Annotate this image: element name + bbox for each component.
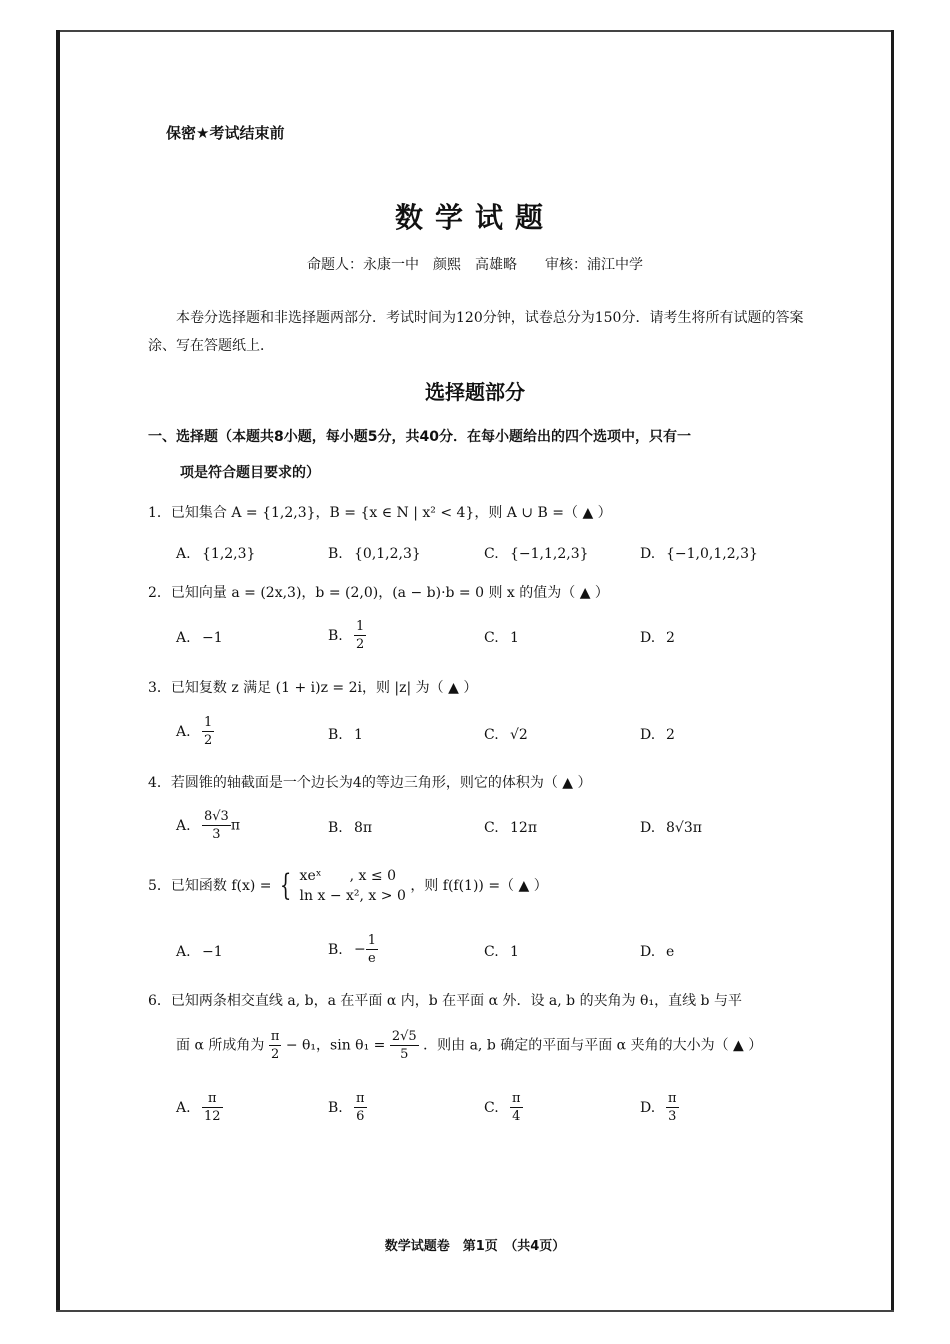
- denominator: 12: [204, 1109, 221, 1124]
- denominator: 3: [212, 827, 221, 842]
- option-label: B.: [328, 627, 343, 644]
- option-label: C.: [484, 820, 499, 836]
- fraction: [510, 1092, 523, 1123]
- option-label: C.: [484, 1099, 499, 1116]
- fraction: [202, 1092, 223, 1123]
- stem-part: ．则由 a, b 确定的平面与平面 α 夹角的大小为（ ▲ ）: [423, 1037, 763, 1054]
- option-text: 2: [666, 630, 675, 646]
- question-3-option-c: [484, 727, 528, 743]
- denominator: e: [368, 951, 376, 966]
- numerator: π: [668, 1091, 677, 1106]
- question-group-heading: 一、选择题（本题共8小题，每小题5分，共40分．在每小题给出的四个选项中，只有一: [148, 429, 691, 445]
- question-4-option-d: [640, 820, 702, 836]
- option-label: A.: [176, 630, 191, 646]
- stem-prefix: 5．已知函数 f(x) =: [148, 878, 272, 894]
- option-text: √2: [510, 727, 528, 743]
- option-label: C.: [484, 944, 499, 960]
- question-1-stem: 1．已知集合 A = {1,2,3}，B = {x ∈ N | x² < 4}，则 A ∪ B =（ ▲ ）: [148, 505, 612, 521]
- question-2-option-d: [640, 630, 675, 646]
- numerator: π: [270, 1029, 280, 1044]
- question-6-stem: 6．已知两条相交直线 a, b，a 在平面 α 内，b 在平面 α 外．设 a, b 的夹角为 θ₁，直线 b 与平: [148, 993, 742, 1009]
- option-text: e: [666, 944, 675, 960]
- question-1-option-a: [176, 546, 255, 562]
- question-2-option-a: [176, 630, 223, 646]
- option-label: B.: [328, 546, 343, 562]
- fraction: [666, 1092, 679, 1123]
- question-2-option-b: [328, 620, 366, 651]
- question-group-heading-cont: 项是符合题目要求的）: [180, 465, 320, 481]
- option-text: 12π: [510, 820, 538, 836]
- option-prefix: −: [354, 941, 366, 958]
- option-label: C.: [484, 727, 499, 743]
- numerator: 2√5: [391, 1029, 417, 1044]
- option-label: D.: [640, 820, 656, 836]
- option-label: A.: [176, 1099, 191, 1116]
- option-text: 2: [666, 727, 675, 743]
- fraction: [269, 1030, 282, 1061]
- piece-2: ln x − x², x > 0: [299, 888, 406, 904]
- page-footer: 数学试题卷 第1页 （共4页）: [384, 1239, 566, 1254]
- question-2-stem: 2．已知向量 a = (2x,3)，b = (2,0)，(a − b)·b = 0 则 x 的值为（ ▲ ）: [148, 585, 609, 601]
- question-3-stem: 3．已知复数 z 满足 (1 + i)z = 2i，则 |z| 为（ ▲ ）: [148, 680, 478, 696]
- question-6-option-d: [640, 1092, 679, 1123]
- fraction: [366, 934, 378, 965]
- option-text: {−1,0,1,2,3}: [666, 546, 758, 562]
- question-3-option-a: [176, 716, 214, 747]
- question-2-option-c: [484, 630, 519, 646]
- denominator: 2: [270, 1047, 280, 1062]
- question-4-option-a: [176, 810, 240, 841]
- question-4-option-b: [328, 820, 372, 836]
- question-1-option-c: [484, 546, 589, 562]
- option-text: −1: [202, 944, 223, 960]
- option-label: D.: [640, 546, 656, 562]
- page-border-bottom: [56, 1310, 894, 1312]
- piecewise-definition: [300, 866, 406, 906]
- option-text: 1: [354, 727, 363, 743]
- fraction: [354, 1092, 367, 1123]
- option-text: {1,2,3}: [202, 546, 256, 562]
- left-brace: {: [279, 868, 292, 903]
- question-1-option-b: [328, 546, 421, 562]
- denominator: 3: [668, 1109, 677, 1124]
- question-6-option-b: [328, 1092, 367, 1123]
- option-label: D.: [640, 1099, 656, 1116]
- numerator: 1: [356, 619, 365, 634]
- section-title: 选择题部分: [425, 380, 525, 404]
- question-1-option-d: [640, 546, 758, 562]
- option-label: A.: [176, 944, 191, 960]
- denominator: 2: [204, 733, 213, 748]
- fraction: [390, 1030, 419, 1061]
- question-4-stem: 4．若圆锥的轴截面是一个边长为4的等边三角形，则它的体积为（ ▲ ）: [148, 775, 592, 791]
- option-text: 8√3π: [666, 820, 702, 836]
- option-text: 1: [510, 944, 519, 960]
- numerator: π: [512, 1091, 521, 1106]
- option-text: {−1,1,2,3}: [510, 546, 589, 562]
- stem-part: − θ₁，sin θ₁ =: [285, 1037, 386, 1054]
- option-label: D.: [640, 944, 656, 960]
- stem-suffix: ，则 f(f(1)) =（ ▲ ）: [410, 878, 548, 894]
- option-label: D.: [640, 630, 656, 646]
- option-label: B.: [328, 941, 343, 958]
- question-4-option-c: [484, 820, 537, 836]
- question-6-option-a: [176, 1092, 223, 1123]
- piece-1: xeˣ , x ≤ 0: [299, 868, 396, 884]
- option-label: A.: [176, 723, 191, 740]
- numerator: π: [356, 1091, 365, 1106]
- question-5-option-c: [484, 944, 519, 960]
- question-5-option-a: [176, 944, 223, 960]
- denominator: 5: [400, 1047, 409, 1062]
- question-6-stem-cont: [176, 1030, 762, 1061]
- numerator: 1: [367, 933, 377, 948]
- option-label: D.: [640, 727, 656, 743]
- option-text: 8π: [354, 820, 373, 836]
- denominator: 2: [356, 637, 365, 652]
- question-6-option-c: [484, 1092, 523, 1123]
- option-label: B.: [328, 727, 343, 743]
- question-5-option-d: [640, 944, 674, 960]
- option-label: B.: [328, 820, 343, 836]
- authors-line: 命题人：永康一中 颜熙 高雄略 审核：浦江中学: [307, 257, 643, 273]
- page-title: 数学试题: [394, 201, 555, 234]
- question-5-option-b: [328, 934, 378, 965]
- exam-instructions: 本卷分选择题和非选择题两部分．考试时间为120分钟，试卷总分为150分．请考生将所有试题的答案涂、写在答题纸上．: [148, 310, 804, 354]
- stem-part: 面 α 所成角为: [176, 1037, 265, 1054]
- numerator: π: [202, 1092, 223, 1108]
- question-3-option-d: [640, 727, 675, 743]
- denominator: 6: [356, 1109, 365, 1124]
- fraction: [202, 810, 231, 841]
- page-border-top: [56, 30, 894, 32]
- option-label: C.: [484, 546, 499, 562]
- question-5-stem: [148, 866, 548, 906]
- numerator: 8√3: [204, 809, 229, 824]
- option-text: 1: [510, 630, 519, 646]
- fraction: [354, 620, 366, 651]
- fraction: [202, 716, 214, 747]
- option-suffix: π: [230, 817, 241, 834]
- option-label: A.: [176, 546, 191, 562]
- option-label: A.: [176, 817, 191, 834]
- numerator: 1: [204, 715, 213, 730]
- question-3-option-b: [328, 727, 363, 743]
- option-text: {0,1,2,3}: [354, 546, 421, 562]
- option-text: −1: [202, 630, 223, 646]
- option-label: C.: [484, 630, 499, 646]
- confidential-label: 保密★考试结束前: [166, 124, 285, 142]
- option-label: B.: [328, 1099, 343, 1116]
- denominator: 4: [512, 1109, 521, 1124]
